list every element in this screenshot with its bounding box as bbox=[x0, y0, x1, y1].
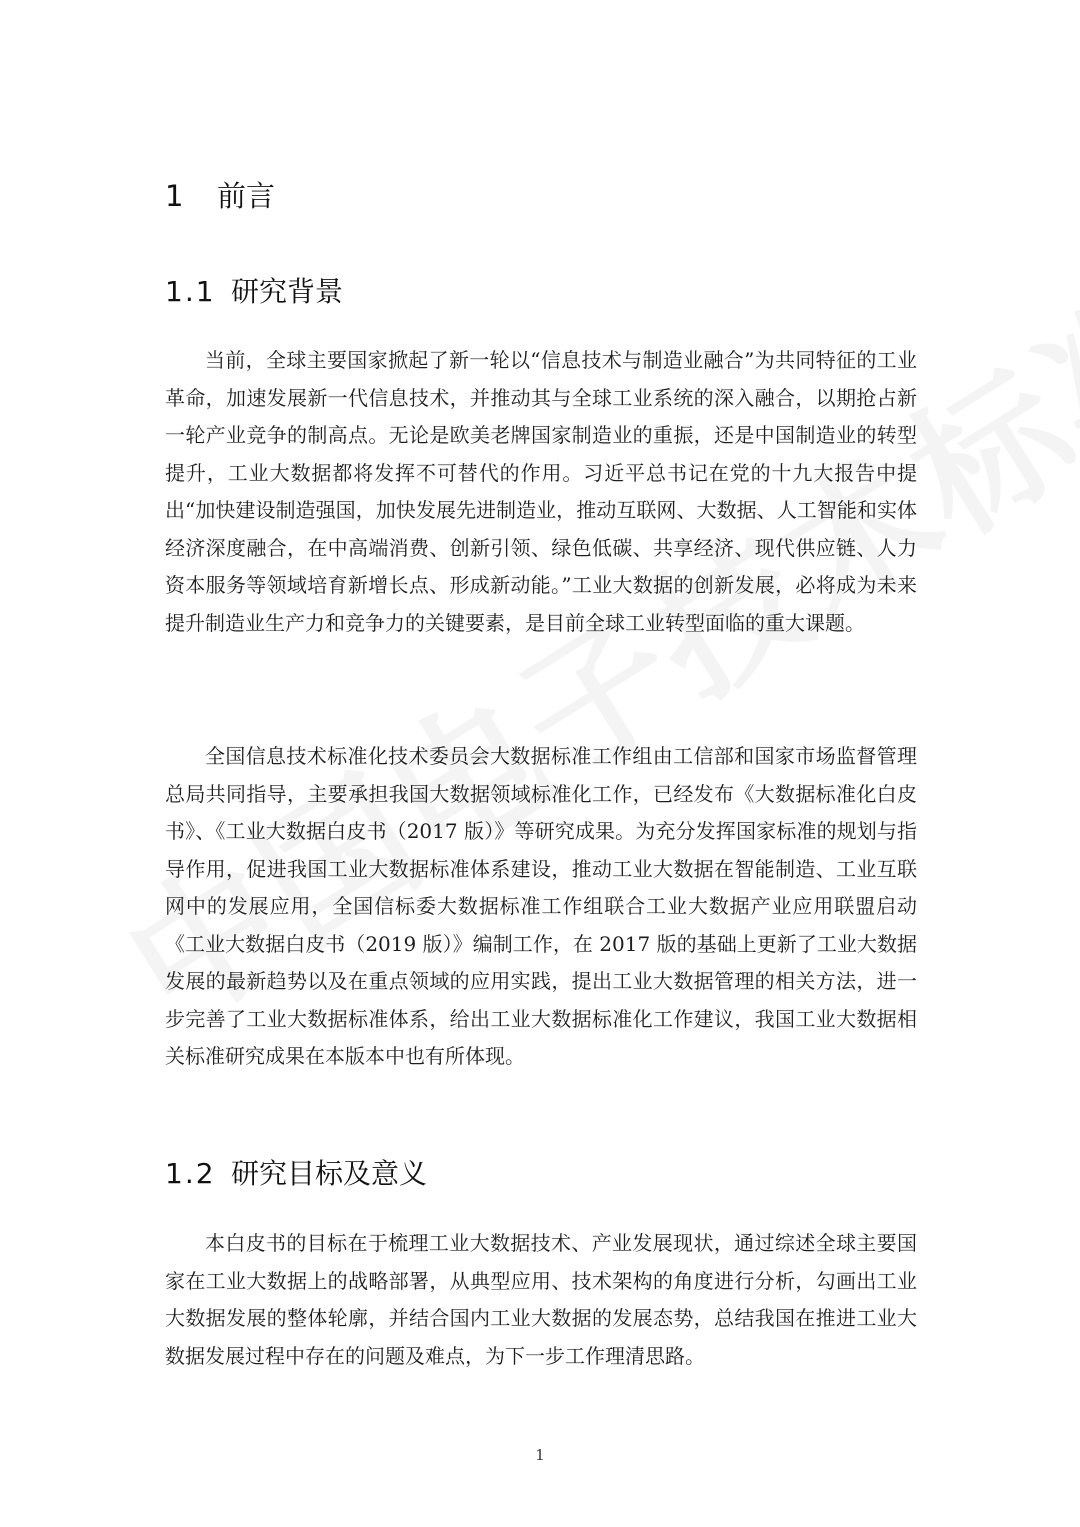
paragraph-background-2: 全国信息技术标准化技术委员会大数据标准工作组由工信部和国家市场监督管理总局共同指导，主要承担我国大数据领域标准化工作，已经发布《大数据标准化白皮书》、《工业大数据白皮书（2017 版）》等研究成果。为充分发挥国家标准的规划与指导作用，促进我国工业大数据标准体系建设，推动工业大数据在智能制造、工业互联网中的发展应用，全国信标委大数据标准工作组联合工业大数据产业应用联盟启动《工业大数据白皮书（2019 版）》编制工作，在 2017 版的基础上更新了工业大数据发展的最新趋势以及在重点领域的应用实践，提出工业大数据管理的相关方法，进一步完善了工业大数据标准体系，给出工业大数据标准化工作建议，我国工业大数据相关标准研究成果在本版本中也有所体现。 bbox=[165, 744, 917, 1068]
section-number: 1 bbox=[165, 179, 184, 213]
section-heading-1 bbox=[165, 174, 275, 215]
section-title: 研究目标及意义 bbox=[231, 1157, 428, 1190]
section-number: 1.1 bbox=[165, 275, 216, 308]
paragraph-objectives: 本白皮书的目标在于梳理工业大数据技术、产业发展现状，通过综述全球主要国家在工业大数据上的战略部署，从典型应用、技术架构的角度进行分析，勾画出工业大数据发展的整体轮廓，并结合国内工业大数据的发展态势，总结我国在推进工业大数据发展过程中存在的问题及难点，为下一步工作理清思路。 bbox=[165, 1231, 917, 1368]
section-heading-1-1 bbox=[165, 270, 343, 310]
section-title: 前言 bbox=[217, 179, 276, 213]
page-number: 1 bbox=[535, 1446, 545, 1464]
paragraph-background-1: 当前，全球主要国家掀起了新一轮以“信息技术与制造业融合”为共同特征的工业革命，加速发展新一代信息技术，并推动其与全球工业系统的深入融合，以期抢占新一轮产业竞争的制高点。无论是欧美老牌国家制造业的重振，还是中国制造业的转型提升，工业大数据都将发挥不可替代的作用。习近平总书记在党的十九大报告中提出“加快建设制造强国，加快发展先进制造业，推动互联网、大数据、人工智能和实体经济深度融合，在中高端消费、创新引领、绿色低碳、共享经济、现代供应链、人力资本服务等领域培育新增长点、形成新动能。”工业大数据的创新发展，必将成为未来提升制造业生产力和竞争力的关键要素，是目前全球工业转型面临的重大课题。 bbox=[165, 348, 917, 635]
section-number: 1.2 bbox=[165, 1157, 216, 1190]
section-title: 研究背景 bbox=[231, 275, 344, 308]
section-heading-1-2 bbox=[165, 1152, 427, 1192]
